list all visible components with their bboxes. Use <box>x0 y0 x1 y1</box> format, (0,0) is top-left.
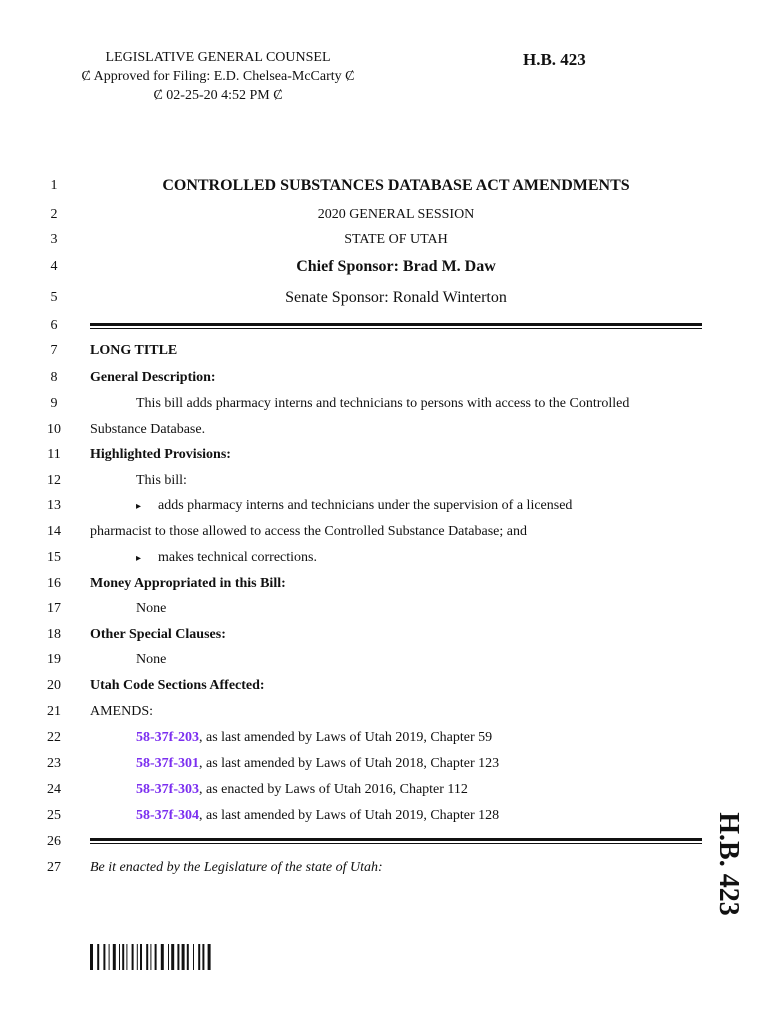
general-description-text: This bill adds pharmacy interns and technicians to persons with access to the Controlled <box>136 396 630 411</box>
barcode-image <box>90 944 230 970</box>
amends-label: AMENDS: <box>90 704 154 719</box>
code-section-desc: , as last amended by Laws of Utah 2019, Chapter 59 <box>199 730 493 745</box>
code-section-link[interactable]: 58-37f-301 <box>136 756 199 771</box>
line-number: 24 <box>47 782 61 797</box>
code-section-row <box>136 808 499 824</box>
code-section-desc: , as last amended by Laws of Utah 2018, Chapter 123 <box>199 756 500 771</box>
special-clauses-heading: Other Special Clauses: <box>90 627 226 642</box>
line-number: 2 <box>50 207 58 222</box>
line-number: 22 <box>47 730 61 745</box>
code-section-link[interactable]: 58-37f-303 <box>136 782 199 797</box>
line-number: 12 <box>47 473 61 488</box>
line-number: 27 <box>47 860 61 875</box>
general-description-heading: General Description: <box>90 370 216 385</box>
line-number: 6 <box>50 318 58 333</box>
line-number: 17 <box>47 601 61 616</box>
money-appropriated-value: None <box>136 601 167 616</box>
side-bill-label <box>706 812 750 916</box>
line-number: 14 <box>47 524 61 539</box>
provision-text: adds pharmacy interns and technicians under the supervision of a licensed <box>158 498 573 513</box>
special-clauses-value: None <box>136 652 167 667</box>
chief-sponsor: Chief Sponsor: Brad M. Daw <box>296 258 496 275</box>
line-number: 9 <box>50 396 58 411</box>
side-bill-label-text: H.B. 423 <box>713 812 744 916</box>
line-number: 3 <box>50 232 58 247</box>
line-number: 21 <box>47 704 61 719</box>
line-number: 10 <box>47 422 61 437</box>
line-number: 26 <box>47 834 61 849</box>
line-number: 15 <box>47 550 61 565</box>
bullet-icon: ▸ <box>136 501 142 512</box>
line-number: 1 <box>50 178 58 193</box>
code-section-row <box>136 782 468 798</box>
line-number: 11 <box>47 447 61 462</box>
code-section-link[interactable]: 58-37f-203 <box>136 730 199 745</box>
line-number: 16 <box>47 576 61 591</box>
header-approval: Ȼ Approved for Filing: E.D. Chelsea-McCarty Ȼ <box>81 69 355 84</box>
provision-text: makes technical corrections. <box>158 550 317 565</box>
line-number: 19 <box>47 652 61 667</box>
code-section-link[interactable]: 58-37f-304 <box>136 808 199 823</box>
header-timestamp: Ȼ 02-25-20 4:52 PM Ȼ <box>153 88 283 103</box>
line-number: 8 <box>50 370 58 385</box>
line-number: 5 <box>50 290 58 305</box>
header-counsel: LEGISLATIVE GENERAL COUNSEL <box>105 50 331 65</box>
code-section-row <box>136 730 492 746</box>
this-bill-label: This bill: <box>136 473 187 488</box>
line-number: 13 <box>47 498 61 513</box>
code-section-row <box>136 756 499 772</box>
senate-sponsor: Senate Sponsor: Ronald Winterton <box>285 289 507 306</box>
code-section-desc: , as last amended by Laws of Utah 2019, Chapter 128 <box>199 808 500 823</box>
state-label: STATE OF UTAH <box>344 232 448 247</box>
line-number: 20 <box>47 678 61 693</box>
money-appropriated-heading: Money Appropriated in this Bill: <box>90 576 286 591</box>
line-number: 23 <box>47 756 61 771</box>
session-label: 2020 GENERAL SESSION <box>317 207 475 222</box>
double-rule <box>90 838 702 844</box>
bill-title: CONTROLLED SUBSTANCES DATABASE ACT AMENDMENTS <box>162 177 630 194</box>
provision-item <box>136 550 317 566</box>
enacting-clause: Be it enacted by the Legislature of the state of Utah: <box>90 860 383 875</box>
line-number: 7 <box>50 343 58 358</box>
code-sections-heading: Utah Code Sections Affected: <box>90 678 265 693</box>
highlighted-provisions-heading: Highlighted Provisions: <box>90 447 231 462</box>
general-description-text: Substance Database. <box>90 422 206 437</box>
provision-text: pharmacist to those allowed to access the Controlled Substance Database; and <box>90 524 527 539</box>
long-title-heading: LONG TITLE <box>90 343 178 358</box>
code-section-desc: , as enacted by Laws of Utah 2016, Chapter 112 <box>199 782 468 797</box>
provision-item <box>136 498 572 514</box>
double-rule <box>90 323 702 329</box>
line-number: 25 <box>47 808 61 823</box>
bill-number: H.B. 423 <box>523 50 586 69</box>
line-number: 18 <box>47 627 61 642</box>
bullet-icon: ▸ <box>136 553 142 564</box>
line-number: 4 <box>50 259 58 274</box>
filing-header <box>58 48 378 105</box>
